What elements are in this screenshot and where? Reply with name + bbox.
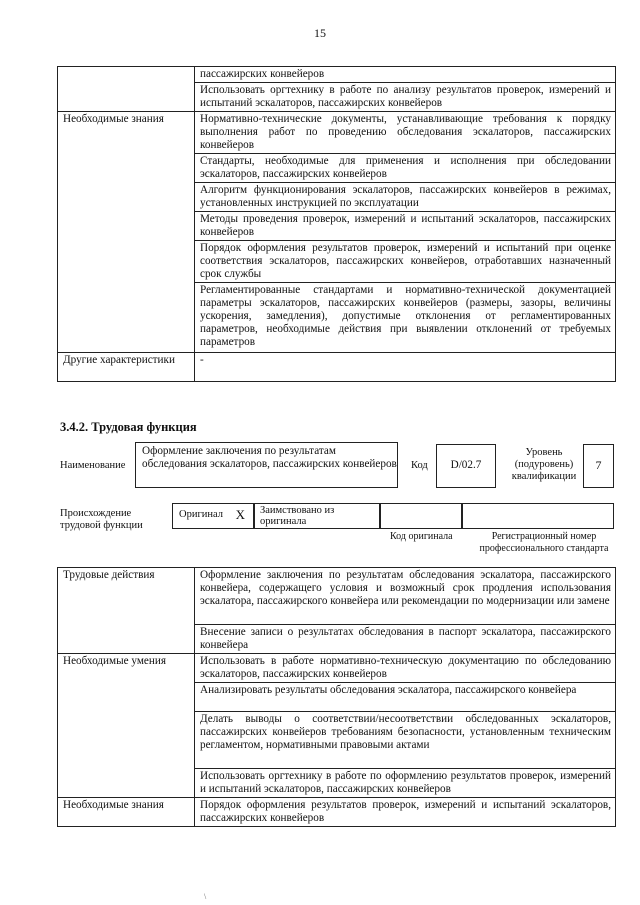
requirements-table-bottom (57, 567, 616, 827)
row-label: Необходимые знания (58, 112, 195, 353)
table-row (58, 67, 616, 83)
row-text: Внесение записи о результатах обследования в паспорт эскалатора, пассажирского конвейера (195, 625, 616, 654)
borrowed-box (254, 503, 380, 529)
row-text: пассажирских конвейеров (195, 67, 616, 83)
borrowed-label: Заимствовано из оригинала (260, 505, 335, 527)
registration-number-box (462, 503, 614, 529)
table-row (58, 568, 616, 625)
row-label: Необходимые знания (58, 798, 195, 827)
code-label: Код (411, 460, 428, 471)
level-label: Уровень (подуровень) квалификации (511, 447, 577, 482)
table-row (58, 798, 616, 827)
name-label: Наименование (60, 460, 126, 471)
row-text: Анализировать результаты обследования эскалатора, пассажирского конвейера (195, 683, 616, 712)
original-box (172, 503, 254, 529)
row-label: Другие характеристики (58, 353, 195, 382)
row-label: Необходимые умения (58, 654, 195, 798)
row-text: Делать выводы о соответствии/несоответствии обследованных эскалаторов, пассажирских конвейеров требованиям безопасности, установленным техническим регламентом, нормативными правовыми актами (195, 712, 616, 769)
section-title: 3.4.2. Трудовая функция (60, 420, 197, 434)
function-code: D/02.7 (450, 459, 482, 471)
row-text: Стандарты, необходимые для применения и исполнения при обследовании эскалаторов, пассажирских конвейеров (195, 154, 616, 183)
row-text: Оформление заключения по результатам обследования эскалатора, пассажирского конвейера, содержащего условия и возможный срок продления использования эскалатора, пассажирского конвейера или рекомендации по модернизации или замене (195, 568, 616, 625)
registration-number-label: Регистрационный номер профессионального стандарта (479, 531, 609, 554)
row-text: Использовать оргтехнику в работе по оформлению результатов проверок, измерений и испытаний эскалаторов, пассажирских конвейеров (195, 769, 616, 798)
row-text: - (195, 353, 616, 382)
table-row (58, 654, 616, 683)
original-code-box (380, 503, 462, 529)
row-text: Порядок оформления результатов проверок, измерений и испытаний при оценке соответствия эскалаторов, пассажирских конвейеров, отработавших назначенный срок службы (195, 241, 616, 283)
row-text: Алгоритм функционирования эскалаторов, пассажирских конвейеров в режимах, установленных инструкцией по эксплуатации (195, 183, 616, 212)
function-code-box (436, 444, 496, 488)
footer-mark: \ (204, 892, 207, 901)
table-row (58, 353, 616, 382)
row-text: Методы проведения проверок, измерений и испытаний эскалаторов, пассажирских конвейеров (195, 212, 616, 241)
row-text: Использовать в работе нормативно-техническую документацию по обследованию эскалаторов, пассажирских конвейеров (195, 654, 616, 683)
row-text: Использовать оргтехнику в работе по анализу результатов проверок, измерений и испытаний эскалаторов, пассажирских конвейеров (195, 83, 616, 112)
level-value: 7 (595, 458, 602, 472)
function-name-box (135, 442, 398, 488)
row-text: Порядок оформления результатов проверок, измерений и испытаний эскалаторов, пассажирских конвейеров (195, 798, 616, 827)
original-label: Оригинал (179, 509, 223, 520)
table-row (58, 112, 616, 154)
original-mark: X (235, 507, 245, 522)
original-code-label: Код оригинала (390, 531, 453, 542)
origin-label: Происхождение трудовой функции (60, 508, 143, 531)
page-number: 15 (314, 26, 326, 40)
row-label (58, 67, 195, 112)
row-text: Регламентированные стандартами и нормативно-технической документацией параметры эскалаторов, пассажирских конвейеров (размеры, зазоры, величины ускорения, замедления), допустимые отклонения от регламентированных параметров, необходимые действия при выявлении отклонений от требуемых параметров (195, 283, 616, 353)
row-label: Трудовые действия (58, 568, 195, 654)
requirements-table-top (57, 66, 616, 382)
row-text: Нормативно-технические документы, устанавливающие требования к порядку выполнения работ по проведению обследования эскалаторов, пассажирских конвейеров (195, 112, 616, 154)
function-name: Оформление заключения по результатам обследования эскалаторов, пассажирских конвейеров (142, 445, 397, 470)
level-box (583, 444, 614, 488)
